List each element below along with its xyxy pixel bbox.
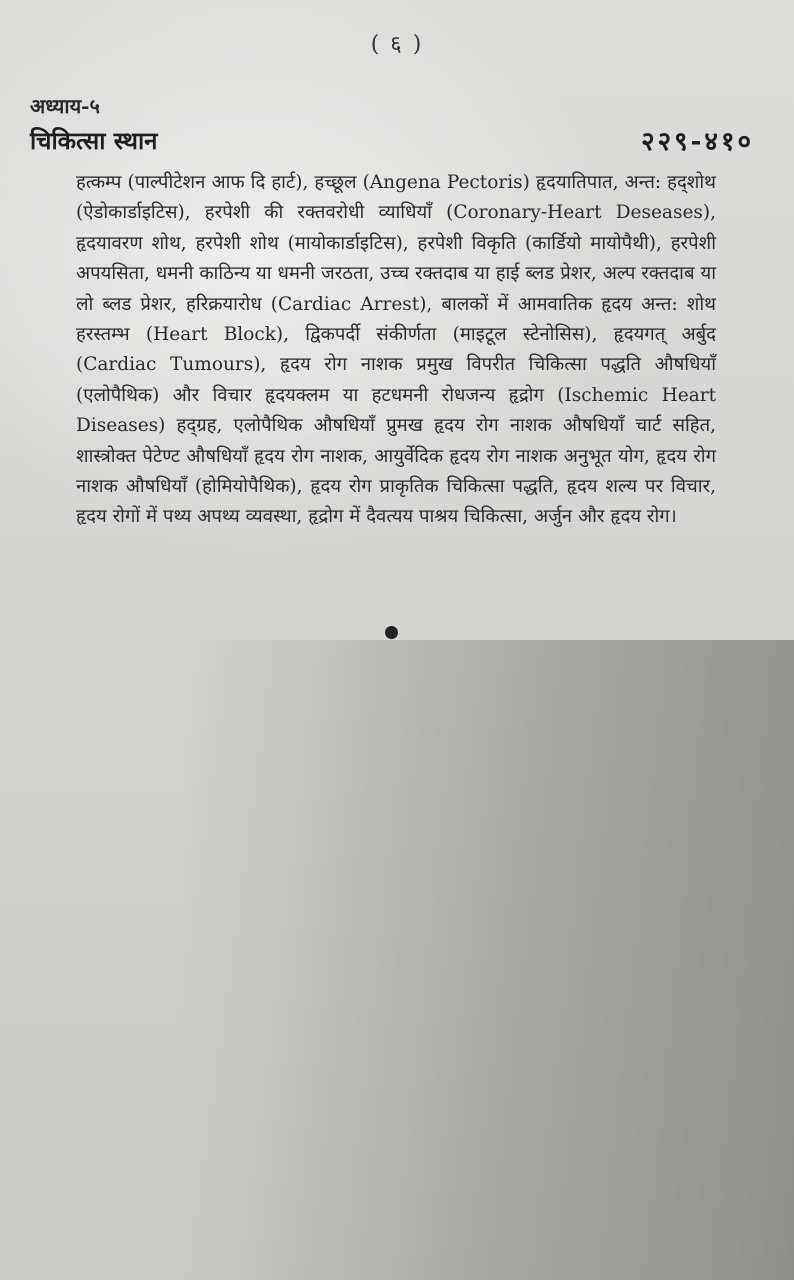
page-shadow	[180, 640, 794, 1280]
page-range: २२९-४१०	[641, 127, 754, 157]
chapter-label: अध्याय-५	[30, 94, 100, 118]
section-title: चिकित्सा स्थान	[30, 126, 158, 155]
page-number: ( ६ )	[370, 32, 424, 57]
end-bullet-dot	[385, 626, 398, 639]
topics-paragraph: हत्कम्प (पाल्पीटेशन आफ दि हार्ट), हच्छूल (Angena Pectoris) हृदयातिपात, अन्त: हद्शोथ (ऐडोकार्डाइटिस), हरपेशी की रक्तवरोधी व्याधियाँ (Coronary-Heart Deseases), हृदयावरण शोथ, हरपेशी शोथ (मायोकार्डाइटिस), हरपेशी विकृति (कार्डियो मायोपैथी), हरपेशी अपयसिता, धमनी काठिन्य या धमनी जरठता, उच्च रक्तदाब या हाई ब्लड प्रेशर, अल्प रक्तदाब या लो ब्लड प्रेशर, हरिक्रयारोध (Cardiac Arrest), बालकों में आमवातिक हृदय अन्त: शोथ हरस्तम्भ (Heart Block), द्विकपर्दी संकीर्णता (माइटूल स्टेनोसिस), हृदयगत् अर्बुद (Cardiac Tumours), हृदय रोग नाशक प्रमुख विपरीत चिकित्सा पद्धति औषधियाँ (एलोपैथिक) और विचार हृदयक्लम या हटधमनी रोधजन्य हृद्रोग (Ischemic Heart Diseases) हद्ग्रह, एलोपैथिक औषधियाँ प्रुमख हृदय रोग नाशक औषधियाँ चार्ट सहित, शास्त्रोक्त पेटेण्ट औषधियाँ हृदय रोग नाशक, आयुर्वेदिक हृदय रोग नाशक अनुभूत योग, हृदय रोग नाशक औषधियाँ (होमियोपैथिक), हृदय रोग प्राकृतिक चिकित्सा पद्धति, हृदय शल्य पर विचार, हृदय रोगों में पथ्य अपथ्य व्यवस्था, हृद्रोग में दैवत्यय पाश्रय चिकित्सा, अर्जुन और हृदय रोग।	[76, 172, 716, 528]
